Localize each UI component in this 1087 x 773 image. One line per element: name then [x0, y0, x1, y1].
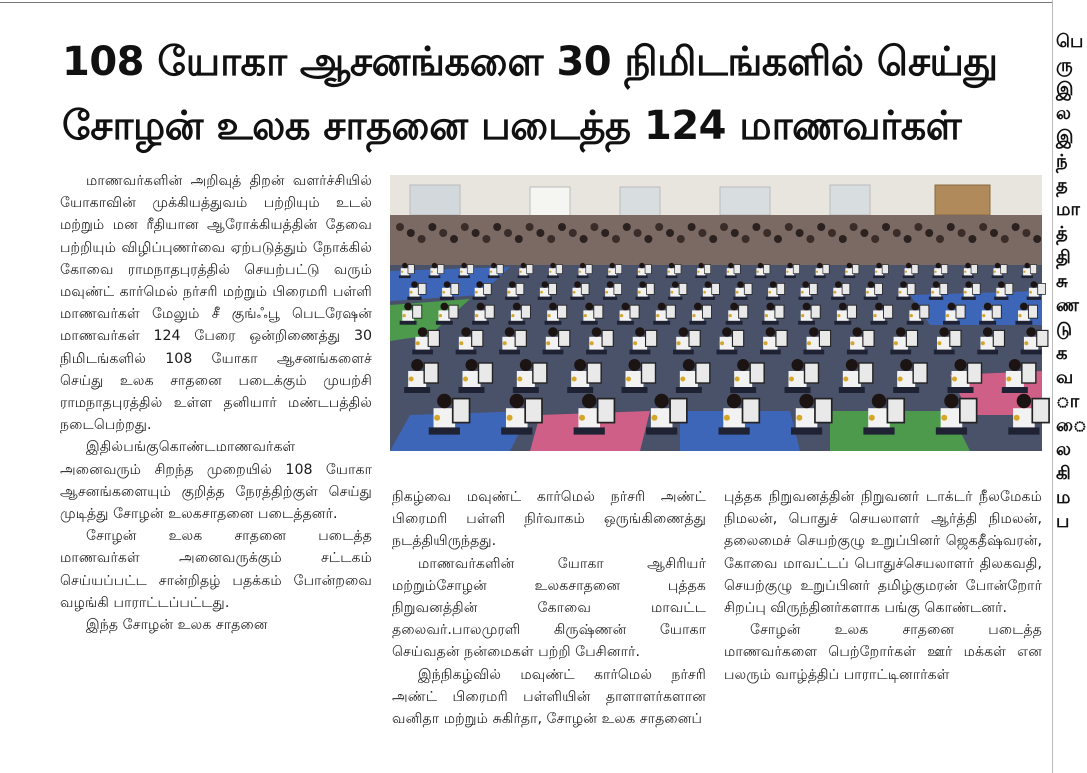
paragraph: சோழன் உலக சாதனை படைத்த மாணவர்கள் அனைவருக்கும் சட்டகம் செய்யப்பட்ட சான்றிதழ் பதக்கம் போன்றவை வழங்கி பாராட்டப்பட்டது. [60, 528, 372, 611]
adjacent-column-text: பெரு இல இந்த மாத்தி சு ண டு க வ ா ை ல கி ம ப [1056, 31, 1087, 532]
article-column-2 [392, 486, 706, 730]
news-photo-yoga-students [390, 175, 1042, 451]
column-divider [1052, 0, 1053, 773]
paragraph: சோழன் உலக சாதனை படைத்த மாணவர்களை பெற்றோர்கள் ஊர் மக்கள் என பலரும் வாழ்த்திப் பாராட்டினார்கள் [724, 622, 1042, 683]
paragraph: இந்நிகழ்வில் மவுண்ட் கார்மெல் நர்சரி அண்ட் பிரைமரி பள்ளியின் தாளாளர்களான வனிதா மற்றும் சுகிர்தா, சோழன் உலக சாதனைப் [392, 666, 706, 728]
paragraph: புத்தக நிறுவனத்தின் நிறுவனர் டாக்டர் நீலமேகம் நிமலன், பொதுச் செயலாளர் ஆர்த்தி நிமலன், தலைமைச் செயற்குழு உறுப்பினர் ஜெகதீஷ்வரன், கோவை மாவட்டப் பொதுச்செயலாளர் திலகவதி, செயற்குழு உறுப்பினர் தமிழ்குமரன் போன்றோர் சிறப்பு விருந்தினர்களாக பங்கு கொண்டனர். [724, 489, 1042, 617]
paragraph: நிகழ்வை மவுண்ட் கார்மெல் நர்சரி அண்ட் பிரைமரி பள்ளி நிர்வாகம் ஒருங்கிணைத்து நடத்தியிருந்தது. [392, 489, 706, 550]
headline-line-2: சோழன் உலக சாதனை படைத்த 124 மாணவர்கள் [62, 103, 962, 149]
paragraph: இதில்பங்குகொண்டமாணவர்கள் அனைவரும் சிறந்த முறையில் 108 யோகா ஆசனங்களையும் குறித்த நேரத்திற்குள் செய்து முடித்து சோழன் உலகசாதனை படைத்தனர். [60, 439, 372, 523]
photo-illustration [390, 175, 1042, 451]
headline-line-1: 108 யோகா ஆசனங்களை 30 நிமிடங்களில் செய்து [62, 39, 998, 85]
article-column-3 [724, 486, 1042, 686]
paragraph: மாணவர்களின் அறிவுத் திறன் வளர்ச்சியில் யோகாவின் முக்கியத்துவம் பற்றியும் உடல் மற்றும் மன ரீதியான ஆரோக்கியத்தின் தேவை பற்றியும் விழிப்புணர்வை ஏற்படுத்தும் நோக்கில் கோவை ராமநாதபுரத்தில் செயற்பட்டு வரும் மவுண்ட் கார்மெல் நர்சரி மற்றும் பிரைமரி பள்ளி மாணவர்கள் மேலும் சீ குங்ஃபூ பெடரேஷன் மாணவர்கள் 124 பேரை ஒன்றிணைத்து 30 நிமிடங்களில் 108 யோகா ஆசனங்களைச் செய்து உலக சாதனை படைக்கும் முயற்சி ராமநாதபுரத்தில் உள்ள தனியார் மண்டபத்தில் நடைபெற்றது. [60, 173, 372, 434]
paragraph: இந்த சோழன் உலக சாதனை [86, 617, 268, 634]
paragraph: மாணவர்களின் யோகா ஆசிரியர் மற்றும்சோழன் உலகசாதனை புத்தக நிறுவனத்தின் கோவை மாவட்ட தலைவர்.பாலமுரளி கிருஷ்ணன் யோகா செய்வதன் நன்மைகள் பற்றி பேசினார். [392, 555, 706, 661]
article-column-1 [60, 170, 372, 636]
top-rule [0, 2, 1052, 3]
